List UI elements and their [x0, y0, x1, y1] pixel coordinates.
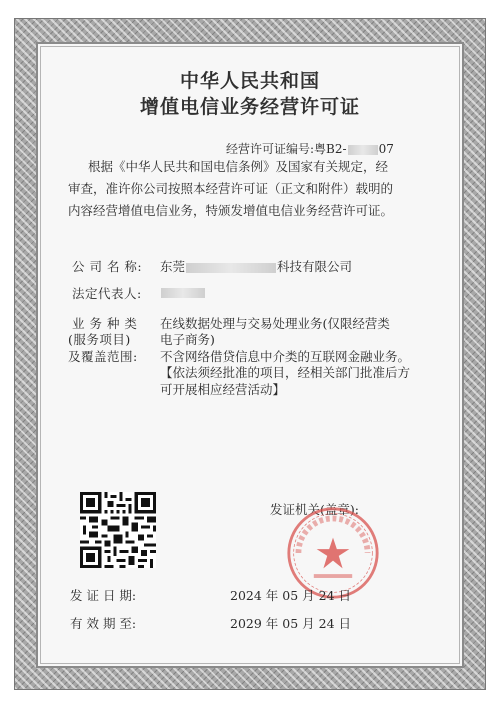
- business-scope-line4: 【依法须经批准的项目，经相关部门批准后方: [160, 365, 411, 380]
- redaction-mask: [161, 288, 205, 298]
- company-name-value: [160, 257, 352, 275]
- valid-until-value: 2029 年 05 月 24 日: [230, 616, 351, 631]
- issue-date-label: 发 证 日 期:: [70, 588, 137, 603]
- qr-code: [80, 492, 156, 568]
- legal-representative-label: 法定代表人:: [72, 286, 142, 301]
- business-scope-line5: 可开展相应经营活动】: [160, 382, 286, 397]
- certificate-title-line2: 增值电信业务经营许可证: [139, 96, 360, 118]
- business-scope-line2: 电子商务): [160, 332, 215, 347]
- coverage-label: 及覆盖范围:: [68, 349, 138, 364]
- service-items-label: (服务项目): [68, 332, 131, 347]
- valid-until-label: 有 效 期 至:: [70, 616, 137, 631]
- business-scope-line1: 在线数据处理与交易处理业务(仅限经营类: [160, 316, 390, 331]
- license-number: [226, 140, 394, 157]
- license-number-label: 经营许可证编号:: [226, 142, 315, 156]
- issue-date-value: 2024 年 05 月 24 日: [230, 588, 351, 603]
- company-name-suffix: 科技有限公司: [277, 259, 353, 274]
- redaction-mask: [348, 145, 378, 155]
- preamble-line2: 审查，准许你公司按照本经营许可证（正文和附件）载明的: [68, 181, 394, 196]
- business-type-label: 业 务 种 类: [72, 316, 138, 331]
- preamble-line3: 内容经营增值电信业务，特颁发增值电信业务经营许可证。: [68, 203, 394, 218]
- company-name-label: 公 司 名 称:: [72, 259, 143, 274]
- legal-representative-value: [160, 284, 206, 299]
- certificate-title-line1: 中华人民共和国: [179, 70, 320, 92]
- preamble-line1: 根据《中华人民共和国电信条例》及国家有关规定，经: [88, 159, 389, 174]
- license-number-suffix: 07: [378, 142, 394, 156]
- license-number-prefix: 粤B2-: [314, 142, 347, 156]
- company-name-prefix: 东莞: [160, 259, 186, 274]
- issuing-authority-label: 发证机关(盖章):: [270, 502, 359, 517]
- redaction-mask: [186, 263, 276, 273]
- business-scope-line3: 不含网络借贷信息中介类的互联网金融业务。: [160, 349, 411, 364]
